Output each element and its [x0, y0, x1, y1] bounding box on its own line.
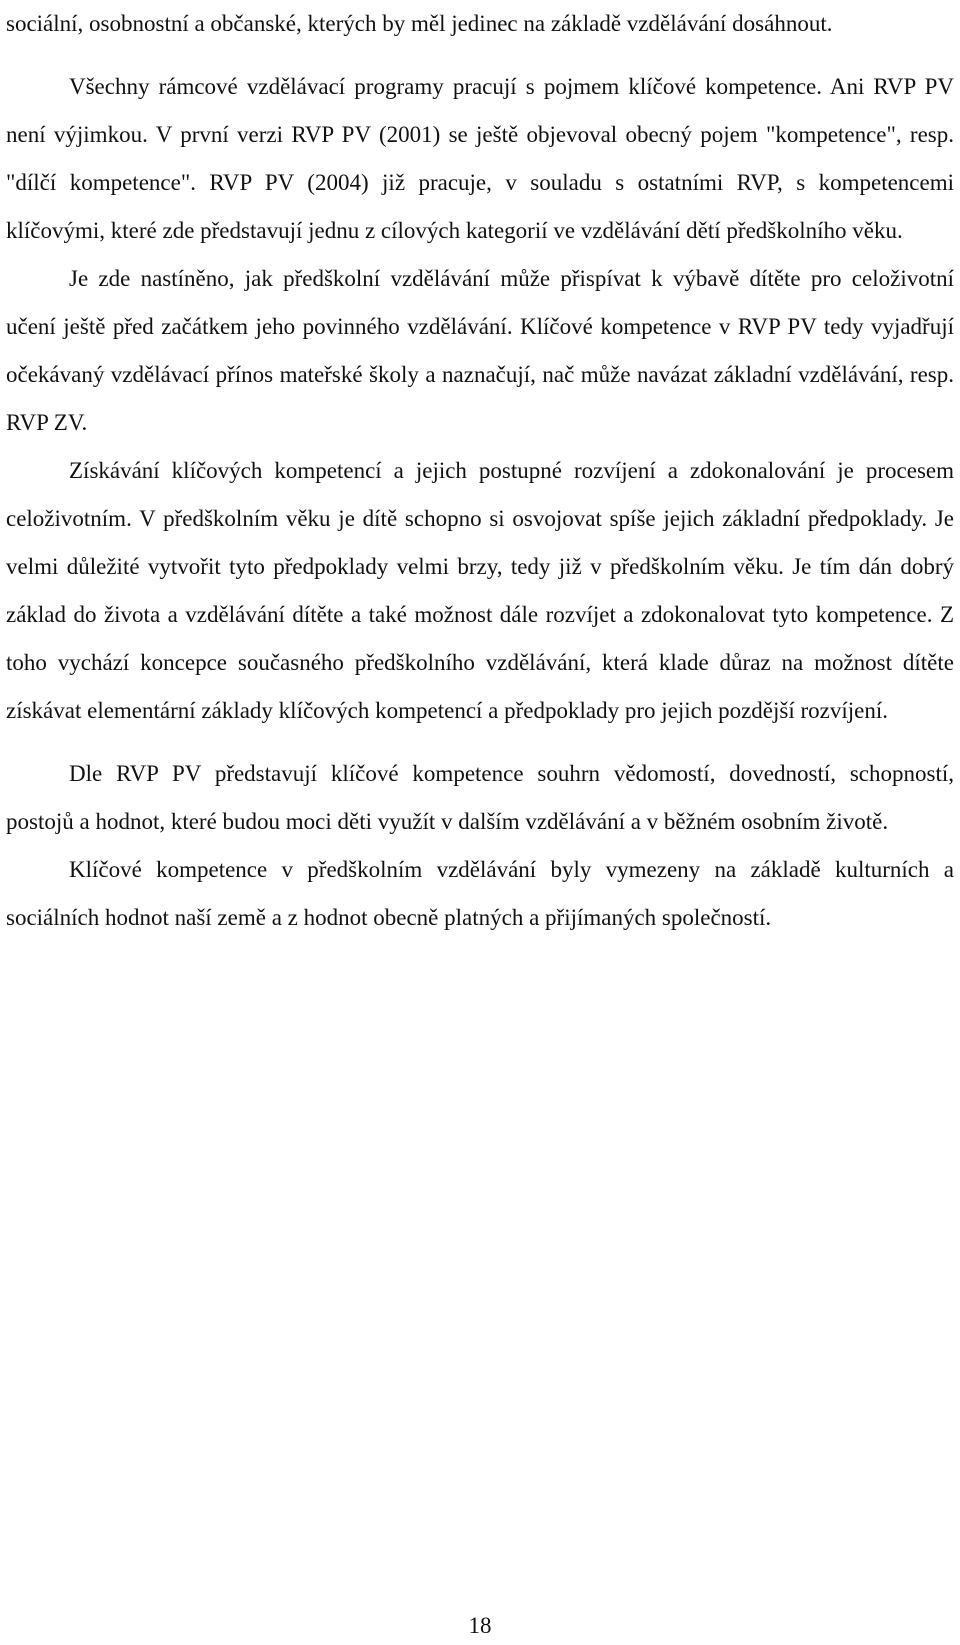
page-number: 18	[468, 1613, 492, 1638]
paragraph-5: Dle RVP PV představují klíčové kompetence souhrn vědomostí, dovedností, schopností, postojů a hodnot, které budou moci děti využít v dalším vzdělávání a v běžném osobním životě.	[6, 761, 954, 834]
paragraph-3: Je zde nastíněno, jak předškolní vzdělávání může přispívat k výbavě dítěte pro celoživotní učení ještě před začátkem jeho povinného vzdělávání. Klíčové kompetence v RVP PV tedy vyjadřují očekávaný vzdělávací přínos mateřské školy a naznačují, nač může navázat základní vzdělávání, resp. RVP ZV.	[6, 266, 954, 435]
document-body	[6, 0, 954, 942]
paragraph-6: Klíčové kompetence v předškolním vzdělávání byly vymezeny na základě kulturních a sociálních hodnot naší země a z hodnot obecně platných a přijímaných společností.	[6, 857, 954, 930]
paragraph-2: Všechny rámcové vzdělávací programy pracují s pojmem klíčové kompetence. Ani RVP PV není výjimkou. V první verzi RVP PV (2001) se ještě objevoval obecný pojem "kompetence", resp. "dílčí kompetence". RVP PV (2004) již pracuje, v souladu s ostatními RVP, s kompetencemi klíčovými, které zde představují jednu z cílových kategorií ve vzdělávání dětí předškolního věku.	[6, 74, 954, 243]
paragraph-4: Získávání klíčových kompetencí a jejich postupné rozvíjení a zdokonalování je procesem celoživotním. V předškolním věku je dítě schopno si osvojovat spíše jejich základní předpoklady. Je velmi důležité vytvořit tyto předpoklady velmi brzy, tedy již v předškolním věku. Je tím dán dobrý základ do života a vzdělávání dítěte a také možnost dále rozvíjet a zdokonalovat tyto kompetence. Z toho vychází koncepce současného předškolního vzdělávání, která klade důraz na možnost dítěte získávat elementární základy klíčových kompetencí a předpoklady pro jejich pozdější rozvíjení.	[6, 458, 954, 723]
paragraph-1: sociální, osobnostní a občanské, kterých by měl jedinec na základě vzdělávání dosáhnout.	[6, 11, 833, 36]
